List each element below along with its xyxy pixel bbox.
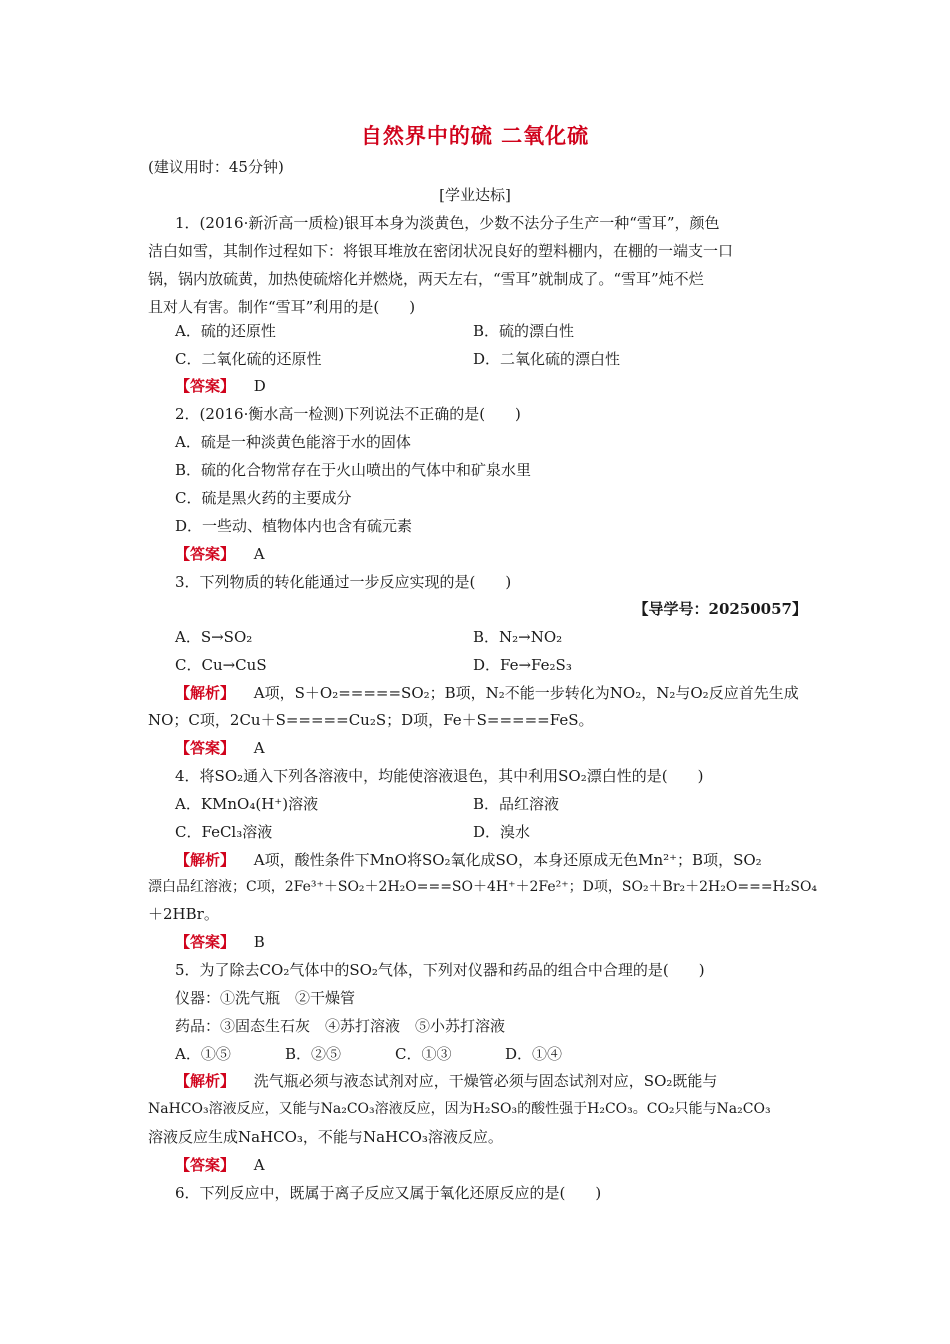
q5-analysis-line3: 溶液反应生成NaHCO₃，不能与NaHCO₃溶液反应。 (148, 1128, 503, 1146)
q1-option-c: C．二氧化硫的还原性 (175, 350, 322, 368)
q5-answer-row (175, 1155, 265, 1175)
q5-instruments: 仪器：①洗气瓶 ②干燥管 (175, 989, 356, 1007)
q3-analysis-line2: NO；C项，2Cu＋S=====Cu₂S；D项，Fe＋S=====FeS。 (148, 711, 594, 729)
q4-option-a: A．KMnO₄(H⁺)溶液 (175, 795, 319, 813)
q5-analysis-text1: 洗气瓶必须与液态试剂对应，干燥管必须与固态试剂对应，SO₂既能与 (253, 1072, 718, 1090)
q2-option-d: D．一些动、植物体内也含有硫元素 (175, 517, 413, 535)
q2-option-a: A．硫是一种淡黄色能溶于水的固体 (175, 433, 411, 451)
q1-answer: D (253, 377, 266, 395)
q2-option-b: B．硫的化合物常存在于火山喷出的气体中和矿泉水里 (175, 461, 532, 479)
q5-option-a: A．①⑤ (175, 1045, 231, 1063)
answer-tag: 【答案】 (175, 739, 236, 757)
q4-analysis-text1: A项，酸性条件下MnO将SO₂氧化成SO，本身还原成无色Mn²⁺；B项，SO₂ (253, 851, 762, 869)
q4-option-d: D．溴水 (473, 823, 531, 841)
q3-guide-number: 【导学号：20250057】 (633, 600, 807, 618)
q1-stem-line3: 锅，锅内放硫黄，加热使硫熔化并燃烧，两天左右，“雪耳”就制成了。“雪耳”炖不烂 (148, 270, 704, 288)
answer-tag: 【答案】 (175, 377, 236, 395)
q4-answer-row (175, 932, 265, 952)
q5-option-b: B．②⑤ (285, 1045, 342, 1063)
q5-stem: 5．为了除去CO₂气体中的SO₂气体，下列对仪器和药品的组合中合理的是( ) (175, 961, 705, 979)
q5-reagents: 药品：③固态生石灰 ④苏打溶液 ⑤小苏打溶液 (175, 1017, 506, 1035)
document-title: 自然界中的硫 二氧化硫 (360, 123, 590, 148)
q3-analysis-line1 (175, 683, 799, 703)
q5-analysis-line2: NaHCO₃溶液反应，又能与Na₂CO₃溶液反应，因为H₂SO₃的酸性强于H₂CO₃。CO₂只能与Na₂CO₃ (148, 1101, 771, 1117)
answer-tag: 【答案】 (175, 545, 236, 563)
q4-analysis-line2: 漂白品红溶液；C项，2Fe³⁺＋SO₂＋2H₂O===SO＋4H⁺＋2Fe²⁺；D项，SO₂＋Br₂＋2H₂O===H₂SO₄ (148, 879, 818, 895)
q2-option-c: C．硫是黑火药的主要成分 (175, 489, 352, 507)
q3-option-b: B．N₂→NO₂ (473, 628, 563, 646)
q5-analysis-line1 (175, 1071, 717, 1091)
q3-answer: A (253, 739, 265, 757)
q4-analysis-line1 (175, 850, 762, 870)
q3-answer-row (175, 738, 265, 758)
answer-tag: 【答案】 (175, 1156, 236, 1174)
q5-answer: A (253, 1156, 265, 1174)
q2-answer: A (253, 545, 265, 563)
q5-option-c: C．①③ (395, 1045, 452, 1063)
q4-option-c: C．FeCl₃溶液 (175, 823, 273, 841)
q1-stem-line4: 且对人有害。制作“雪耳”利用的是( ) (148, 298, 416, 316)
section-heading: [学业达标] (439, 186, 511, 204)
q3-option-a: A．S→SO₂ (175, 628, 253, 646)
q5-option-d: D．①④ (505, 1045, 563, 1063)
q4-analysis-line3: ＋2HBr。 (148, 905, 219, 923)
q4-answer: B (253, 933, 265, 951)
answer-tag: 【答案】 (175, 933, 236, 951)
suggested-time: (建议用时：45分钟) (148, 158, 284, 176)
q1-option-d: D．二氧化硫的漂白性 (473, 350, 621, 368)
q1-answer-row (175, 376, 266, 396)
analysis-tag: 【解析】 (175, 851, 236, 869)
q1-stem-line1: 1．(2016·新沂高一质检)银耳本身为淡黄色，少数不法分子生产一种“雪耳”，颜色 (175, 214, 720, 232)
analysis-tag: 【解析】 (175, 1072, 236, 1090)
q6-stem: 6．下列反应中，既属于离子反应又属于氧化还原反应的是( ) (175, 1184, 602, 1202)
q3-analysis-text1: A项，S＋O₂=====SO₂；B项，N₂不能一步转化为NO₂，N₂与O₂反应首先生成 (253, 684, 799, 702)
q4-option-b: B．品红溶液 (473, 795, 560, 813)
q2-answer-row (175, 544, 265, 564)
q3-option-d: D．Fe→Fe₂S₃ (473, 656, 572, 674)
q1-stem-line2: 洁白如雪，其制作过程如下：将银耳堆放在密闭状况良好的塑料棚内，在棚的一端支一口 (148, 242, 734, 260)
q1-option-a: A．硫的还原性 (175, 322, 276, 340)
q1-option-b: B．硫的漂白性 (473, 322, 575, 340)
q3-stem: 3．下列物质的转化能通过一步反应实现的是( ) (175, 573, 512, 591)
analysis-tag: 【解析】 (175, 684, 236, 702)
q3-option-c: C．Cu→CuS (175, 656, 267, 674)
q4-stem: 4．将SO₂通入下列各溶液中，均能使溶液退色，其中利用SO₂漂白性的是( ) (175, 767, 704, 785)
q2-stem: 2．(2016·衡水高一检测)下列说法不正确的是( ) (175, 405, 521, 423)
